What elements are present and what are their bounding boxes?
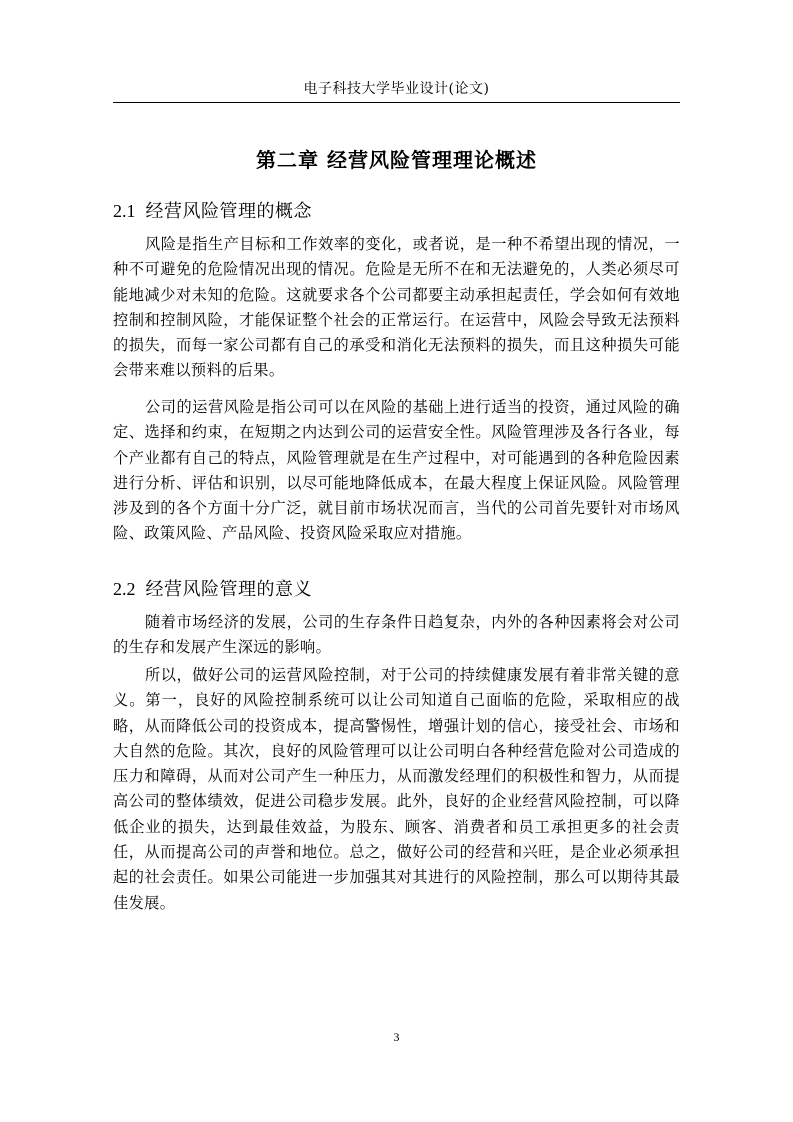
section-heading-2-2 <box>113 577 680 602</box>
paragraph: 随着市场经济的发展，公司的生存条件日趋复杂，内外的各种因素将会对公司的生存和发展产生深远的影响。 <box>113 613 680 657</box>
running-header: 电子科技大学毕业设计(论文) <box>303 81 490 97</box>
page-number: 3 <box>393 1030 400 1044</box>
section-title: 经营风险管理的意义 <box>145 579 312 600</box>
section-number: 2.1 <box>113 201 136 221</box>
section-heading-2-1 <box>113 199 680 224</box>
paragraph: 公司的运营风险是指公司可以在风险的基础上进行适当的投资，通过风险的确定、选择和约束，在短期之内达到公司的运营安全性。风险管理涉及各行各业，每个产业都有自己的特点，风险管理就是在生产过程中，对可能遇到的各种危险因素进行分析、评估和识别，以尽可能地降低成本，在最大程度上保证风险。风险管理涉及到的各个方面十分广泛，就目前市场状况而言，当代的公司首先要针对市场风险、政策风险、产品风险、投资风险采取应对措施。 <box>113 398 680 543</box>
section-title: 经营风险管理的概念 <box>145 201 312 222</box>
paragraph: 所以，做好公司的运营风险控制，对于公司的持续健康发展有着非常关键的意义。第一，良好的风险控制系统可以让公司知道自己面临的危险，采取相应的战略，从而降低公司的投资成本，提高警惕性，增强计划的信心，接受社会、市场和大自然的危险。其次，良好的风险管理可以让公司明白各种经营危险对公司造成的压力和障碍，从而对公司产生一种压力，从而激发经理们的积极性和智力，从而提高公司的整体绩效，促进公司稳步发展。此外，良好的企业经营风险控制，可以降低企业的损失，达到最佳效益，为股东、顾客、消费者和员工承担更多的社会责任，从而提高公司的声誉和地位。总之，做好公司的经营和兴旺，是企业必须承担起的社会责任。如果公司能进一步加强其对其进行的风险控制，那么可以期待其最佳发展。 <box>113 666 680 912</box>
section-number: 2.2 <box>113 579 136 599</box>
header-rule <box>113 102 680 103</box>
chapter-title: 第二章 经营风险管理理论概述 <box>256 148 537 172</box>
paragraph: 风险是指生产目标和工作效率的变化，或者说，是一种不希望出现的情况，一种不可避免的危险情况出现的情况。危险是无所不在和无法避免的，人类必须尽可能地减少对未知的危险。这就要求各个公司都要主动承担起责任，学会如何有效地控制和控制风险，才能保证整个社会的正常运行。在运营中，风险会导致无法预料的损失，而每一家公司都有自己的承受和消化无法预料的损失，而且这种损失可能会带来难以预料的后果。 <box>113 235 680 380</box>
